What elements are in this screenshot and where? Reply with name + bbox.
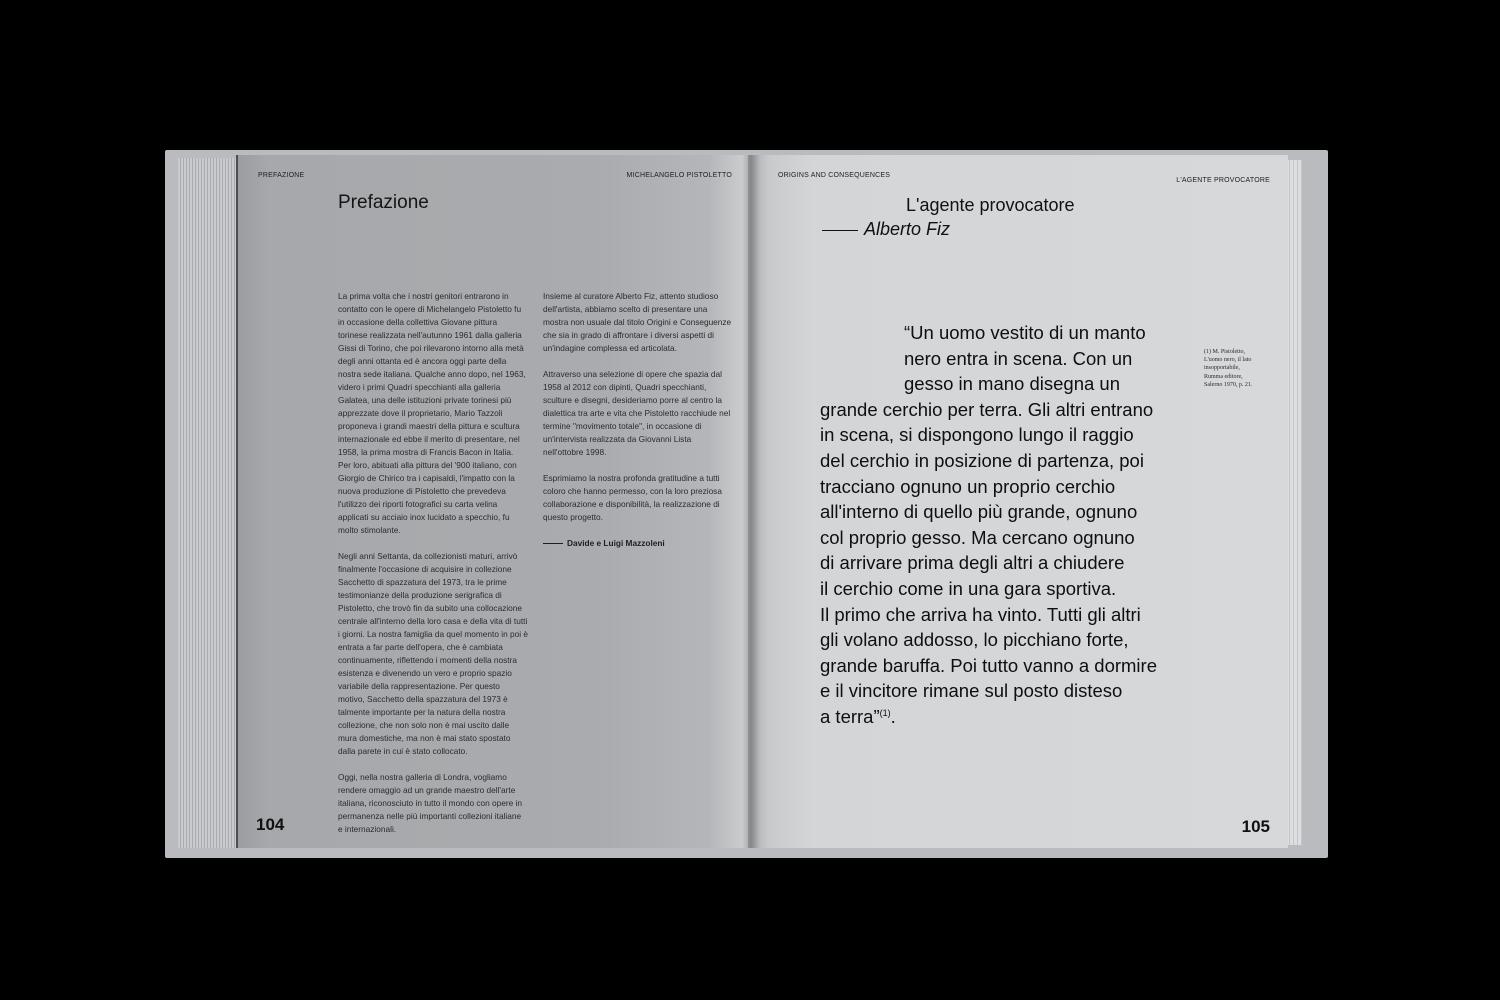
quote-line: Il primo che arriva ha vinto. Tutti gli altri: [820, 603, 1141, 625]
paragraph: Esprimiamo la nostra profonda gratitudine a tutti coloro che hanno permesso, con la loro preziosa collaborazione e disponibilità, la realizzazione di questo progetto.: [543, 473, 722, 522]
paragraph: Insieme al curatore Alberto Fiz, attento studioso dell'artista, abbiamo scelto di presentare una mostra non usuale dal titolo Origini e Conseguenze che sia in grado di affrontare i diversi aspetti di un'indagine complessa ed articolata.: [543, 291, 732, 353]
signature: [543, 537, 733, 550]
footnote: (1) M. Pistoletto, L'uomo nero, il lato insopportabile, Rumma editore, Salerno 1970, p. 21.: [1204, 349, 1253, 388]
paragraph: Oggi, nella nostra galleria di Londra, vogliamo rendere omaggio ad un grande maestro dell'arte italiana, riconosciuto in tutto il mondo con opere in permanenza nelle più importanti collezioni italiane e internazionali.: [338, 772, 523, 834]
quote-line: di arrivare prima degli altri a chiudere: [820, 552, 1125, 574]
paragraph: Negli anni Settanta, da collezionisti maturi, arrivò finalmente l'occasione di acquisire in collezione Sacchetto di spazzatura del 1973, tra le prime testimonianze della produzione serigrafica di Pistoletto, che trovò fin da subito una collocazione centrale all'interno della loro casa e della vita di tutti i giorni. La nostra famiglia da quel momento in poi è entrata a far parte dell'opera, che è cambiata continuamente, riflettendo i momenti della nostra esistenza e divenendo un vero e proprio spazio variabile della rappresentazione. Per questo motivo, Sacchetto della spazzatura del 1973 è talmente importante per la natura della nostra collezione, che non solo non è mai uscito dalle mura domestiche, ma non è mai stato spostato dalla parete in cui è stato collocato.: [338, 551, 529, 756]
chapter-title: L'agente provocatore: [906, 195, 1075, 215]
quote-line: grande baruffa. Poi tutto vanno a dormire: [820, 654, 1157, 676]
right-page: [748, 155, 1288, 848]
left-page: [236, 155, 750, 848]
quote-line: e il vincitore rimane sul posto disteso: [820, 680, 1123, 702]
quote-line: del cerchio in posizione di partenza, poi: [820, 449, 1144, 471]
author-name: Alberto Fiz: [864, 219, 951, 239]
quote-line: gesso in mano disegna un: [904, 373, 1120, 395]
quote-line: tracciano ognuno un proprio cerchio: [820, 475, 1116, 497]
quote-line: all'interno di quello più grande, ognuno: [820, 501, 1138, 523]
page-number-right: 105: [1241, 817, 1270, 836]
running-head-left: PREFAZIONE: [258, 172, 305, 179]
dash-rule: [822, 230, 858, 231]
quote-period: .: [890, 705, 896, 727]
quote-line: in scena, si dispongono lungo il raggio: [820, 424, 1134, 446]
text-column-1: [338, 290, 528, 848]
signature-text: Davide e Luigi Mazzoleni: [567, 538, 665, 548]
author-line: [822, 219, 950, 240]
page-number-left: 104: [256, 815, 285, 834]
paragraph: Attraverso una selezione di opere che spazia dal 1958 al 2012 con dipinti, Quadri specchianti, sculture e disegni, desideriamo porre al centro la dialettica tra arte e vita che Pistoletto racchiude nel termine "movimento totale", in occasione di un'intervista realizzata da Giovanni Lista nell'ottobre 1998.: [543, 369, 731, 457]
running-head-chapter: L'AGENTE PROVOCATORE: [1176, 177, 1270, 184]
quote-line-last: [820, 704, 1180, 730]
quote-line-text: a terra”: [820, 705, 880, 727]
book-gutter: [742, 155, 760, 848]
running-head-author: MICHELANGELO PISTOLETTO: [626, 172, 732, 179]
quote-line: gli volano addosso, lo picchiano forte,: [820, 629, 1129, 651]
pull-quote: [820, 320, 1180, 730]
left-page-edges: [178, 158, 238, 848]
quote-line: il cerchio come in una gara sportiva.: [820, 577, 1117, 599]
quote-line: nero entra in scena. Con un: [904, 347, 1133, 369]
paragraph: La prima volta che i nostri genitori entrarono in contatto con le opere di Michelangelo Pistoletto fu in occasione della collettiva Giovane pittura torinese realizzata nell'autunno 1961 dalla galleria Gissi di Torino, che poi rilevarono intorno alla metà degli anni ottanta ed è ancora oggi parte della nostra sede italiana. Qualche anno dopo, nel 1963, videro i primi Quadri specchianti alla galleria Galatea, una delle istituzioni private torinesi più apprezzate dove il proprietario, Mario Tazzoli proponeva i grandi maestri della pittura e scultura internazionale ed ebbe il merito di presentare, nel 1958, la prima mostra di Francis Bacon in Italia. Per loro, abituati alla pittura del '900 italiano, con Giorgio de Chirico tra i capisaldi, l'impatto con la nuova produzione di Pistoletto che prevedeva l'utilizzo dei riporti fotografici su carta velina applicati su acciaio inox lucidato a specchio, fu molto stimolante.: [338, 291, 526, 535]
quote-line: “Un uomo vestito di un manto: [904, 322, 1146, 343]
page-title: Prefazione: [338, 192, 429, 213]
text-column-2: [543, 290, 733, 563]
quote-line: col proprio gesso. Ma cercano ognuno: [820, 526, 1135, 548]
footnote-ref: (1): [879, 707, 891, 718]
running-head-left: ORIGINS AND CONSEQUENCES: [778, 172, 891, 179]
quote-line: grande cerchio per terra. Gli altri entrano: [820, 398, 1154, 420]
dash-rule: [543, 543, 563, 544]
